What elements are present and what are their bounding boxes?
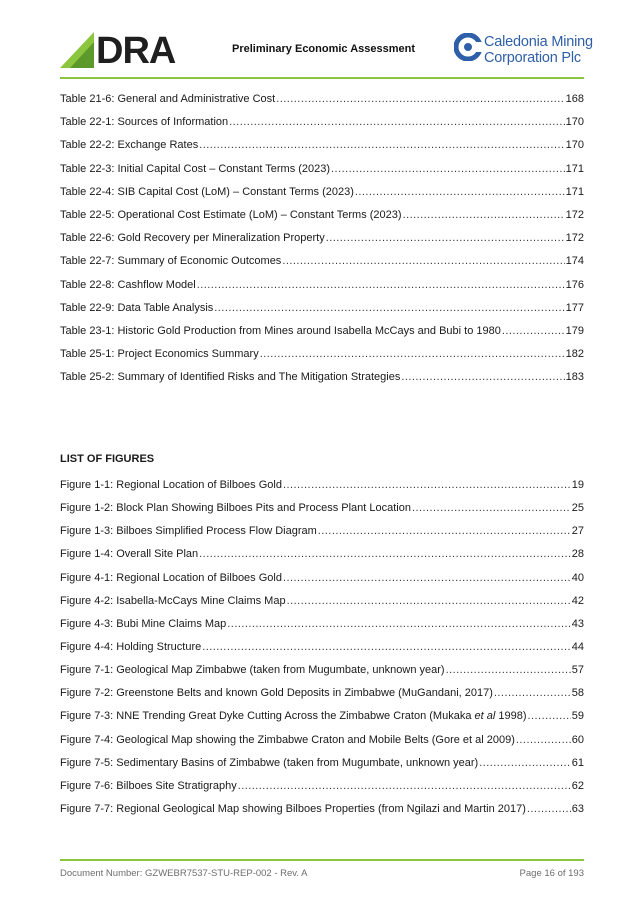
- toc-entry-page: 177: [565, 301, 584, 314]
- toc-leader-dots: [494, 686, 571, 700]
- toc-leader-dots: [227, 617, 570, 631]
- toc-entry-label: Figure 7-6: Bilboes Site Stratigraphy: [60, 779, 237, 792]
- toc-entry-label: Table 22-3: Initial Capital Cost – Constant Terms (2023): [60, 162, 331, 175]
- toc-entry[interactable]: [60, 779, 584, 802]
- toc-entry-page: 59: [571, 710, 584, 723]
- toc-entry-page: 40: [571, 571, 584, 584]
- toc-entry[interactable]: [60, 301, 584, 324]
- toc-leader-dots: [403, 208, 565, 222]
- toc-entry-page: 27: [571, 525, 584, 538]
- toc-entry-page: 60: [571, 733, 584, 746]
- toc-entry-label: Figure 7-5: Sedimentary Basins of Zimbabwe (taken from Mugumbate, unknown year): [60, 756, 479, 769]
- toc-entry[interactable]: [60, 347, 584, 370]
- toc-entry-page: 61: [571, 756, 584, 769]
- toc-entry[interactable]: [60, 594, 584, 617]
- toc-entry-page: 19: [571, 479, 584, 491]
- toc-entry-label: Table 22-6: Gold Recovery per Mineralization Property: [60, 232, 325, 245]
- toc-entry-page: 183: [565, 371, 584, 384]
- list-of-figures-heading: LIST OF FIGURES: [60, 453, 155, 465]
- toc-leader-dots: [331, 162, 565, 176]
- page-header: [0, 0, 644, 80]
- toc-entry[interactable]: [60, 617, 584, 640]
- toc-entry-label: Figure 1-2: Block Plan Showing Bilboes Pits and Process Plant Location: [60, 502, 411, 515]
- toc-entry-label: Table 22-4: SIB Capital Cost (LoM) – Constant Terms (2023): [60, 185, 354, 198]
- toc-entry-label: Figure 7-3: NNE Trending Great Dyke Cutting Across the Zimbabwe Craton (Mukaka et al 1998): [60, 710, 527, 723]
- toc-entry-page: 170: [565, 139, 584, 152]
- toc-leader-dots: [283, 571, 571, 585]
- toc-entry-label: Figure 1-3: Bilboes Simplified Process Flow Diagram: [60, 525, 317, 538]
- toc-leader-dots: [238, 779, 571, 793]
- toc-leader-dots: [326, 231, 565, 245]
- caledonia-c-icon: [454, 33, 482, 61]
- toc-entry[interactable]: [60, 92, 584, 115]
- toc-entry-label: Table 21-6: General and Administrative Cost: [60, 93, 276, 105]
- dra-triangle-icon: [60, 30, 100, 70]
- toc-entry-label: Figure 4-3: Bubi Mine Claims Map: [60, 617, 227, 630]
- dra-logo: [60, 30, 200, 72]
- toc-leader-dots: [283, 478, 571, 492]
- toc-entry-page: 174: [565, 255, 584, 268]
- toc-entry-page: 62: [571, 779, 584, 792]
- toc-entry[interactable]: [60, 802, 584, 825]
- toc-entry[interactable]: [60, 370, 584, 393]
- toc-entry[interactable]: [60, 115, 584, 138]
- toc-leader-dots: [528, 709, 571, 723]
- toc-entry-page: 176: [565, 278, 584, 291]
- toc-leader-dots: [260, 347, 565, 361]
- toc-entry-label: Figure 7-1: Geological Map Zimbabwe (taken from Mugumbate, unknown year): [60, 664, 445, 677]
- toc-entry[interactable]: [60, 733, 584, 756]
- header-divider: [60, 77, 584, 79]
- toc-entry-label: Figure 4-1: Regional Location of Bilboes Gold: [60, 571, 282, 584]
- toc-entry-label: Figure 1-1: Regional Location of Bilboes Gold: [60, 479, 282, 491]
- toc-entry-page: 172: [565, 208, 584, 221]
- toc-leader-dots: [318, 524, 571, 538]
- toc-leader-dots: [412, 501, 571, 515]
- toc-entry-page: 168: [565, 93, 584, 105]
- toc-entry-page: 44: [571, 640, 584, 653]
- toc-entry[interactable]: [60, 162, 584, 185]
- toc-leader-dots: [229, 115, 564, 129]
- toc-entry-label: Table 22-7: Summary of Economic Outcomes: [60, 255, 282, 268]
- toc-entry-page: 170: [565, 116, 584, 129]
- toc-entry[interactable]: [60, 640, 584, 663]
- toc-leader-dots: [446, 663, 571, 677]
- toc-entry-label: Table 25-1: Project Economics Summary: [60, 348, 259, 361]
- toc-entry-page: 171: [565, 162, 584, 175]
- toc-leader-dots: [199, 138, 564, 152]
- toc-entry-page: 43: [571, 617, 584, 630]
- toc-entry-label: Table 22-5: Operational Cost Estimate (LoM) – Constant Terms (2023): [60, 208, 402, 221]
- toc-entry[interactable]: [60, 663, 584, 686]
- toc-leader-dots: [214, 301, 564, 315]
- toc-leader-dots: [276, 92, 564, 106]
- toc-entry[interactable]: [60, 501, 584, 524]
- caledonia-name-line1: Caledonia Mining: [484, 34, 593, 50]
- toc-entry-page: 42: [571, 594, 584, 607]
- toc-entry[interactable]: [60, 478, 584, 501]
- page-number: Page 16 of 193: [519, 868, 584, 879]
- toc-entry[interactable]: [60, 756, 584, 779]
- toc-entry[interactable]: [60, 709, 584, 732]
- toc-leader-dots: [355, 185, 565, 199]
- toc-leader-dots: [287, 594, 571, 608]
- toc-entry-label: Table 23-1: Historic Gold Production from Mines around Isabella McCays and Bubi to 1980: [60, 324, 501, 337]
- toc-entry-label: Figure 1-4: Overall Site Plan: [60, 548, 199, 561]
- toc-entry-label: Table 22-1: Sources of Information: [60, 116, 229, 129]
- toc-entry-page: 58: [571, 687, 584, 700]
- toc-entry[interactable]: [60, 547, 584, 570]
- toc-entry-label: Table 25-2: Summary of Identified Risks and The Mitigation Strategies: [60, 371, 401, 384]
- toc-leader-dots: [197, 278, 565, 292]
- toc-entry[interactable]: [60, 254, 584, 277]
- toc-entry-label: Table 22-9: Data Table Analysis: [60, 301, 214, 314]
- toc-entry[interactable]: [60, 231, 584, 254]
- toc-entry[interactable]: [60, 571, 584, 594]
- toc-leader-dots: [401, 370, 564, 384]
- toc-entry[interactable]: [60, 138, 584, 161]
- toc-leader-dots: [282, 254, 564, 268]
- list-of-figures: [60, 478, 584, 825]
- toc-entry-label: Figure 4-2: Isabella-McCays Mine Claims Map: [60, 594, 286, 607]
- toc-entry-page: 182: [565, 348, 584, 361]
- caledonia-logo: [454, 30, 594, 72]
- toc-leader-dots: [527, 802, 571, 816]
- toc-leader-dots: [516, 733, 571, 747]
- toc-entry-page: 63: [571, 802, 584, 815]
- toc-entry[interactable]: [60, 208, 584, 231]
- toc-leader-dots: [202, 640, 571, 654]
- toc-entry-label: Figure 7-2: Greenstone Belts and known Gold Deposits in Zimbabwe (MuGandani, 2017): [60, 687, 493, 700]
- toc-entry-label: Table 22-8: Cashflow Model: [60, 278, 196, 291]
- list-of-tables: [60, 92, 584, 393]
- toc-entry-page: 179: [565, 324, 584, 337]
- toc-leader-dots: [479, 756, 571, 770]
- toc-entry-label: Figure 7-7: Regional Geological Map showing Bilboes Properties (from Ngilazi and Martin 2017): [60, 802, 526, 815]
- toc-entry[interactable]: [60, 686, 584, 709]
- toc-entry[interactable]: [60, 185, 584, 208]
- toc-entry-page: 171: [565, 185, 584, 198]
- toc-entry[interactable]: [60, 324, 584, 347]
- document-title: Preliminary Economic Assessment: [232, 43, 416, 55]
- document-number: Document Number: GZWEBR7537-STU-REP-002 - Rev. A: [60, 868, 308, 879]
- toc-entry-label: Figure 7-4: Geological Map showing the Zimbabwe Craton and Mobile Belts (Gore et al 2009): [60, 733, 515, 746]
- toc-entry-label: Table 22-2: Exchange Rates: [60, 139, 199, 152]
- toc-entry-page: 28: [571, 548, 584, 561]
- toc-leader-dots: [199, 547, 571, 561]
- caledonia-name: [484, 34, 593, 66]
- toc-entry-page: 25: [571, 502, 584, 515]
- caledonia-name-line2: Corporation Plc: [484, 50, 581, 66]
- toc-entry[interactable]: [60, 524, 584, 547]
- footer-divider: [60, 859, 584, 861]
- toc-entry-label: Figure 4-4: Holding Structure: [60, 640, 202, 653]
- toc-entry-page: 172: [565, 232, 584, 245]
- toc-entry[interactable]: [60, 278, 584, 301]
- dra-logo-text: DRA: [96, 30, 176, 72]
- toc-entry-page: 57: [571, 664, 584, 677]
- toc-leader-dots: [502, 324, 565, 338]
